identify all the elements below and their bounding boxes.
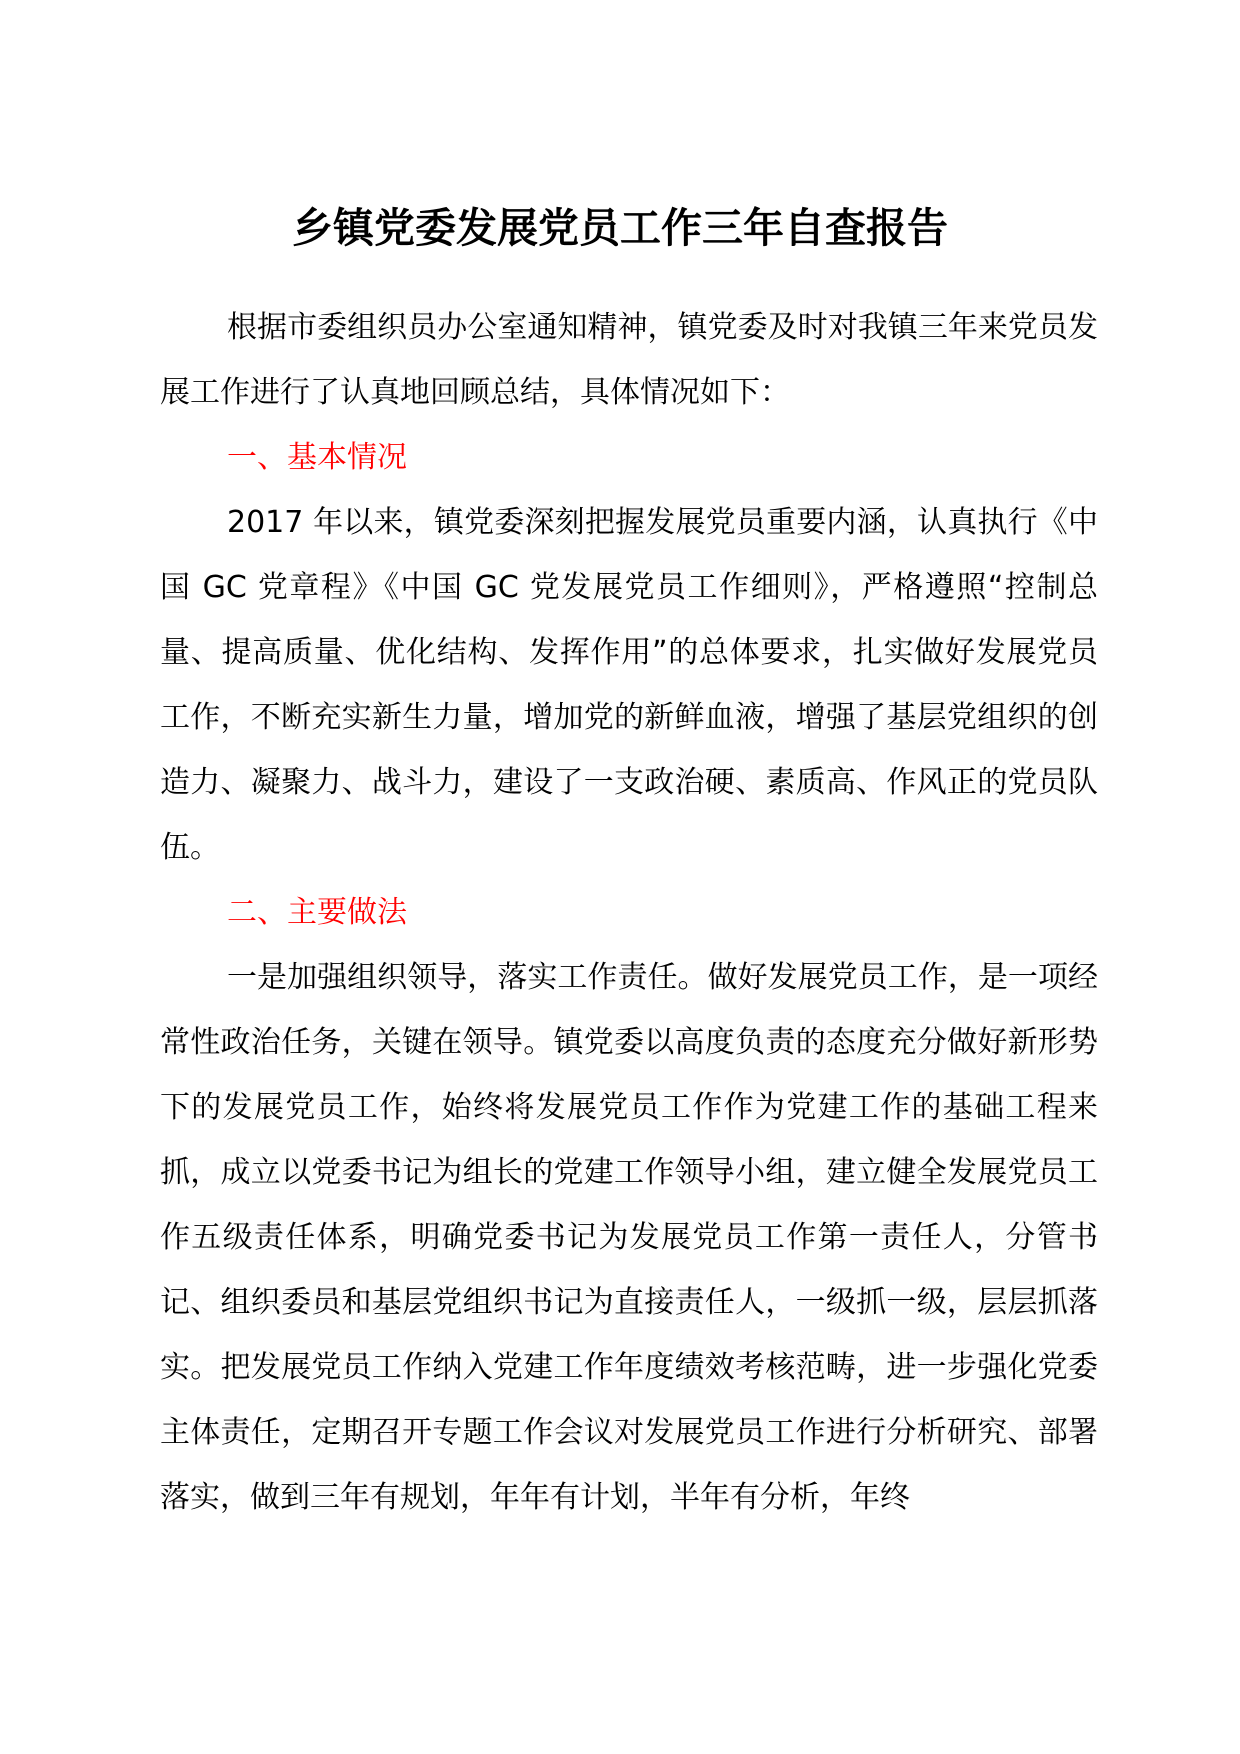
- document-body: [160, 295, 1098, 1530]
- intro-paragraph: 根据市委组织员办公室通知精神，镇党委及时对我镇三年来党员发展工作进行了认真地回顾总结，具体情况如下：: [160, 310, 1098, 410]
- main-practices-paragraph: 一是加强组织领导，落实工作责任。做好发展党员工作，是一项经常性政治任务，关键在领导。镇党委以高度负责的态度充分做好新形势下的发展党员工作，始终将发展党员工作作为党建工作的基础工程来抓，成立以党委书记为组长的党建工作领导小组，建立健全发展党员工作五级责任体系，明确党委书记为发展党员工作第一责任人，分管书记、组织委员和基层党组织书记为直接责任人，一级抓一级，层层抓落实。把发展党员工作纳入党建工作年度绩效考核范畴，进一步强化党委主体责任，定期召开专题工作会议对发展党员工作进行分析研究、部署落实，做到三年有规划，年年有计划，半年有分析，年终: [160, 960, 1098, 1515]
- document-title: 乡镇党委发展党员工作三年自查报告: [292, 204, 948, 252]
- section-heading-basic-situation: 一、基本情况: [227, 440, 407, 475]
- section-heading-main-practices: 二、主要做法: [227, 895, 407, 930]
- basic-situation-paragraph: 2017 年以来，镇党委深刻把握发展党员重要内涵，认真执行《中国 GC 党章程》《中国 GC 党发展党员工作细则》，严格遵照“控制总量、提高质量、优化结构、发挥作用”的总体要求，扎实做好发展党员工作，不断充实新生力量，增加党的新鲜血液，增强了基层党组织的创造力、凝聚力、战斗力，建设了一支政治硬、素质高、作风正的党员队伍。: [160, 505, 1098, 865]
